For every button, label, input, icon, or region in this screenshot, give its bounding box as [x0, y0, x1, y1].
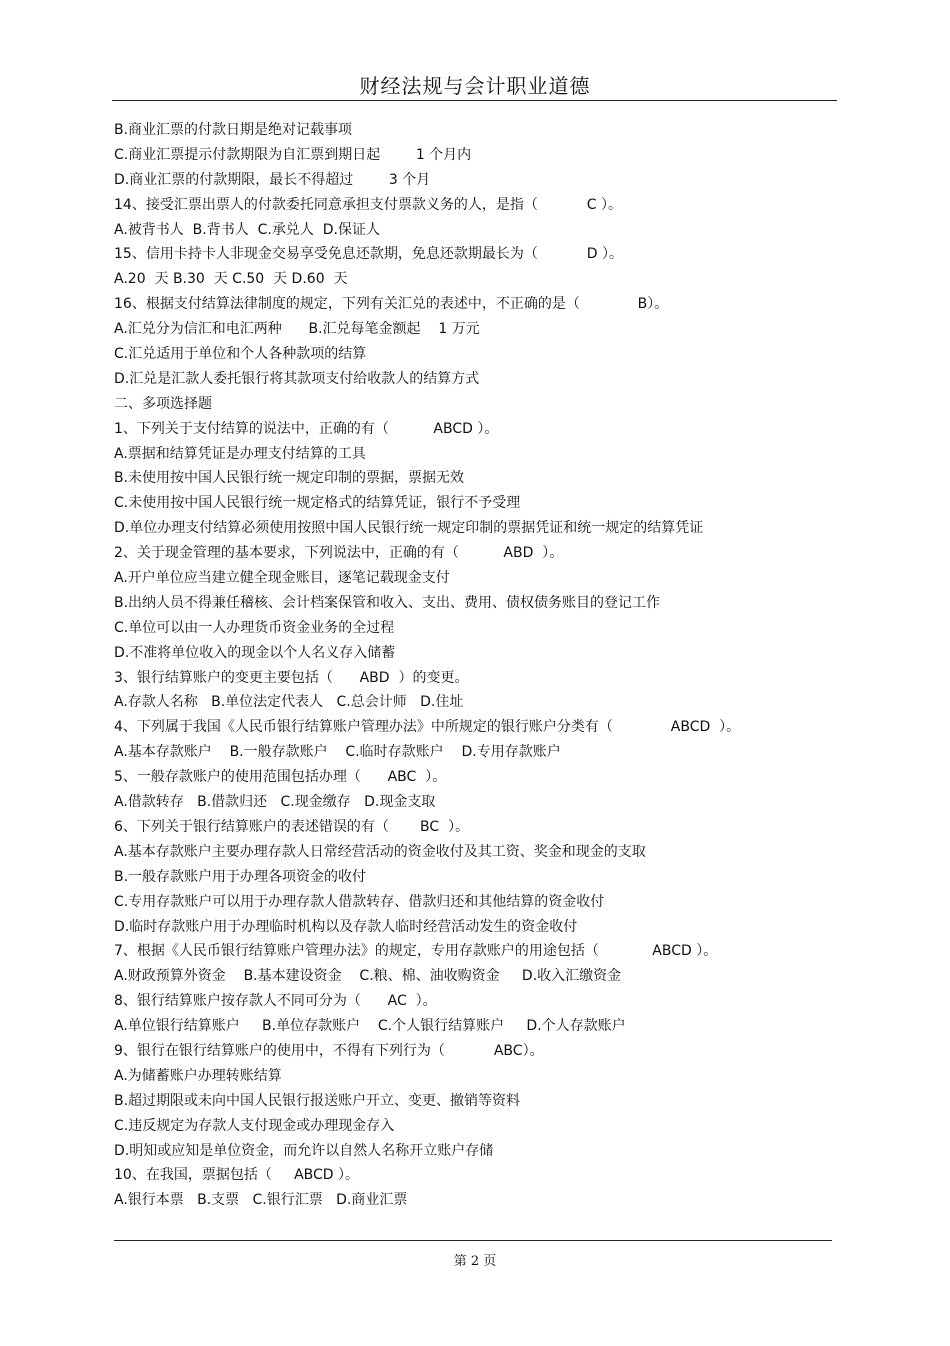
text-line: A.基本存款账户主要办理存款人日常经营活动的资金收付及其工资、奖金和现金的支取 [114, 843, 646, 860]
text-line: 2、关于现金管理的基本要求，下列说法中，正确的有（ ABD ）。 [114, 545, 564, 562]
text-line: D.商业汇票的付款期限，最长不得超过 3 个月 [114, 171, 431, 188]
text-line: 14、接受汇票出票人的付款委托同意承担支付票款义务的人，是指（ C ）。 [114, 196, 622, 213]
text-line: D.不准将单位收入的现金以个人名义存入储蓄 [114, 644, 396, 661]
text-line: 15、信用卡持卡人非现金交易享受免息还款期，免息还款期最长为（ D ）。 [114, 246, 623, 263]
text-line: C.违反规定为存款人支付现金或办理现金存入 [114, 1117, 395, 1134]
text-line: 3、银行结算账户的变更主要包括（ ABD ）的变更。 [114, 669, 469, 686]
text-line: A.20 天 B.30 天 C.50 天 D.60 天 [114, 271, 348, 288]
text-line: C.未使用按中国人民银行统一规定格式的结算凭证，银行不予受理 [114, 495, 521, 512]
text-line: A.存款人名称 B.单位法定代表人 C.总会计师 D.住址 [114, 694, 464, 711]
text-line: 8、银行结算账户按存款人不同可分为（ AC ）。 [114, 993, 437, 1010]
text-line: A.汇兑分为信汇和电汇两种 B.汇兑每笔金额起 1 万元 [114, 321, 480, 338]
text-line: D.汇兑是汇款人委托银行将其款项支付给收款人的结算方式 [114, 370, 480, 387]
text-line: 16、根据支付结算法律制度的规定，下列有关汇兑的表述中，不正确的是（ B）。 [114, 296, 669, 313]
text-line: 4、下列属于我国《人民币银行结算账户管理办法》中所规定的银行账户分类有（ ABCD ）。 [114, 719, 741, 736]
text-line: B.一般存款账户用于办理各项资金的收付 [114, 868, 367, 885]
text-line: A.票据和结算凭证是办理支付结算的工具 [114, 445, 366, 462]
text-line: C.单位可以由一人办理货币资金业务的全过程 [114, 619, 395, 636]
text-line: B.商业汇票的付款日期是绝对记载事项 [114, 122, 353, 138]
text-line: B.未使用按中国人民银行统一规定印制的票据，票据无效 [114, 470, 465, 487]
text-line: D.明知或应知是单位资金，而允许以自然人名称开立账户存储 [114, 1142, 494, 1159]
text-line: A.银行本票 B.支票 C.银行汇票 D.商业汇票 [114, 1192, 408, 1209]
text-line: 7、根据《人民币银行结算账户管理办法》的规定，专用存款账户的用途包括（ ABCD ）。 [114, 943, 718, 960]
text-line: 5、一般存款账户的使用范围包括办理（ ABC ）。 [114, 769, 447, 786]
text-line: A.开户单位应当建立健全现金账目，逐笔记载现金支付 [114, 570, 450, 587]
text-line: A.被背书人 B.背书人 C.承兑人 D.保证人 [114, 221, 380, 238]
text-line: 9、银行在银行结算账户的使用中，不得有下列行为（ ABC）。 [114, 1042, 544, 1059]
text-line: 二、多项选择题 [114, 395, 212, 412]
text-line: 10、在我国，票据包括（ ABCD ）。 [114, 1167, 360, 1184]
text-line: B.超过期限或未向中国人民银行报送账户开立、变更、撤销等资料 [114, 1092, 521, 1109]
text-line: A.为储蓄账户办理转账结算 [114, 1067, 282, 1084]
text-line: D.临时存款账户用于办理临时机构以及存款人临时经营活动发生的资金收付 [114, 918, 578, 935]
text-line: C.专用存款账户可以用于办理存款人借款转存、借款归还和其他结算的资金收付 [114, 893, 605, 910]
text-line: 6、下列关于银行结算账户的表述错误的有（ BC ）。 [114, 818, 470, 835]
page-header-title: 财经法规与会计职业道德 [359, 74, 591, 98]
text-line: A.借款转存 B.借款归还 C.现金缴存 D.现金支取 [114, 794, 436, 811]
text-line: A.基本存款账户 B.一般存款账户 C.临时存款账户 D.专用存款账户 [114, 744, 561, 761]
text-line: A.财政预算外资金 B.基本建设资金 C.粮、棉、油收购资金 D.收入汇缴资金 [114, 968, 622, 985]
text-line: B.出纳人员不得兼任稽核、会计档案保管和收入、支出、费用、债权债务账目的登记工作 [114, 594, 661, 611]
text-line: 1、下列关于支付结算的说法中，正确的有（ ABCD ）。 [114, 420, 499, 437]
footer-divider [114, 1240, 832, 1241]
page-number: 第 2 页 [453, 1254, 497, 1269]
document-body [114, 118, 839, 1213]
header-divider [112, 100, 837, 101]
text-line: C.汇兑适用于单位和个人各种款项的结算 [114, 346, 367, 363]
text-line: C.商业汇票提示付款期限为自汇票到期日起 1 个月内 [114, 146, 472, 163]
text-line: A.单位银行结算账户 B.单位存款账户 C.个人银行结算账户 D.个人存款账户 [114, 1018, 626, 1035]
text-line: D.单位办理支付结算必须使用按照中国人民银行统一规定印制的票据凭证和统一规定的结算凭证 [114, 520, 704, 537]
